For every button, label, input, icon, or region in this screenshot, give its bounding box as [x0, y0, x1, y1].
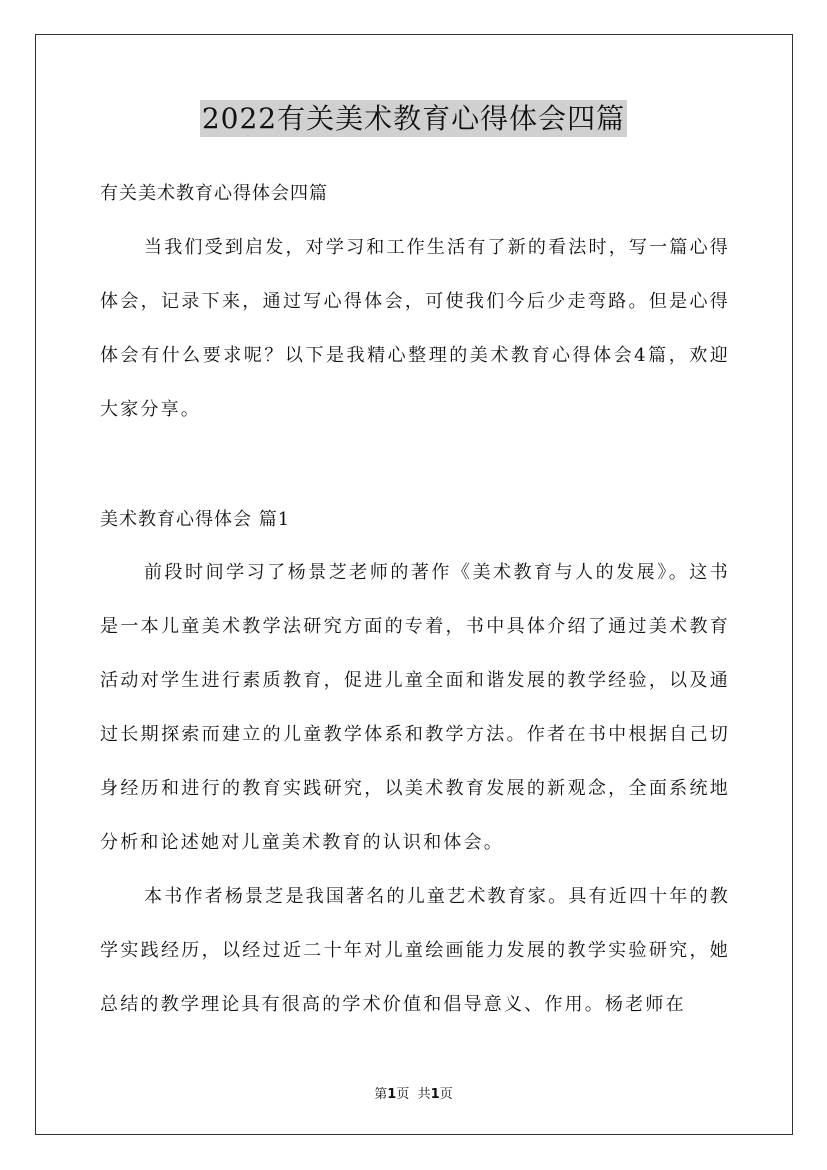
- body-paragraph-2: 本书作者杨景芝是我国著名的儿童艺术教育家。具有近四十年的教学实践经历，以经过近二十年对儿童绘画能力发展的教学实验研究，她总结的教学理论具有很高的学术价值和倡导意义、作用。杨老师在: [100, 886, 730, 1015]
- body-paragraph-1: 前段时间学习了杨景芝老师的著作《美术教育与人的发展》。这书是一本儿童美术教学法研究方面的专着，书中具体介绍了通过美术教育活动对学生进行素质教育，促进儿童全面和谐发展的教学经验，以及通过长期探索而建立的儿童教学体系和教学方法。作者在书中根据自己切身经历和进行的教育实践研究，以美术教育发展的新观念，全面系统地分析和论述她对儿童美术教育的认识和体会。: [100, 562, 730, 853]
- page-label-suffix: 页: [396, 1087, 410, 1102]
- page-footer: [0, 1083, 827, 1102]
- intro-paragraph: 当我们受到启发，对学习和工作生活有了新的看法时，写一篇心得体会，记录下来，通过写心得体会，可使我们今后少走弯路。但是心得体会有什么要求呢？以下是我精心整理的美术教育心得体会4篇，欢迎大家分享。: [100, 237, 730, 420]
- document-subtitle: 有关美术教育心得体会四篇: [100, 183, 328, 204]
- total-label-prefix: 共: [417, 1087, 431, 1102]
- document-title-wrap: [0, 99, 827, 139]
- document-title: 2022有关美术教育心得体会四篇: [201, 102, 626, 135]
- total-pages: 1: [430, 1087, 440, 1102]
- page-number: 1: [387, 1087, 397, 1102]
- total-label-suffix: 页: [439, 1087, 453, 1102]
- section-heading: 美术教育心得体会 篇1: [100, 509, 291, 530]
- page-label-prefix: 第: [374, 1087, 388, 1102]
